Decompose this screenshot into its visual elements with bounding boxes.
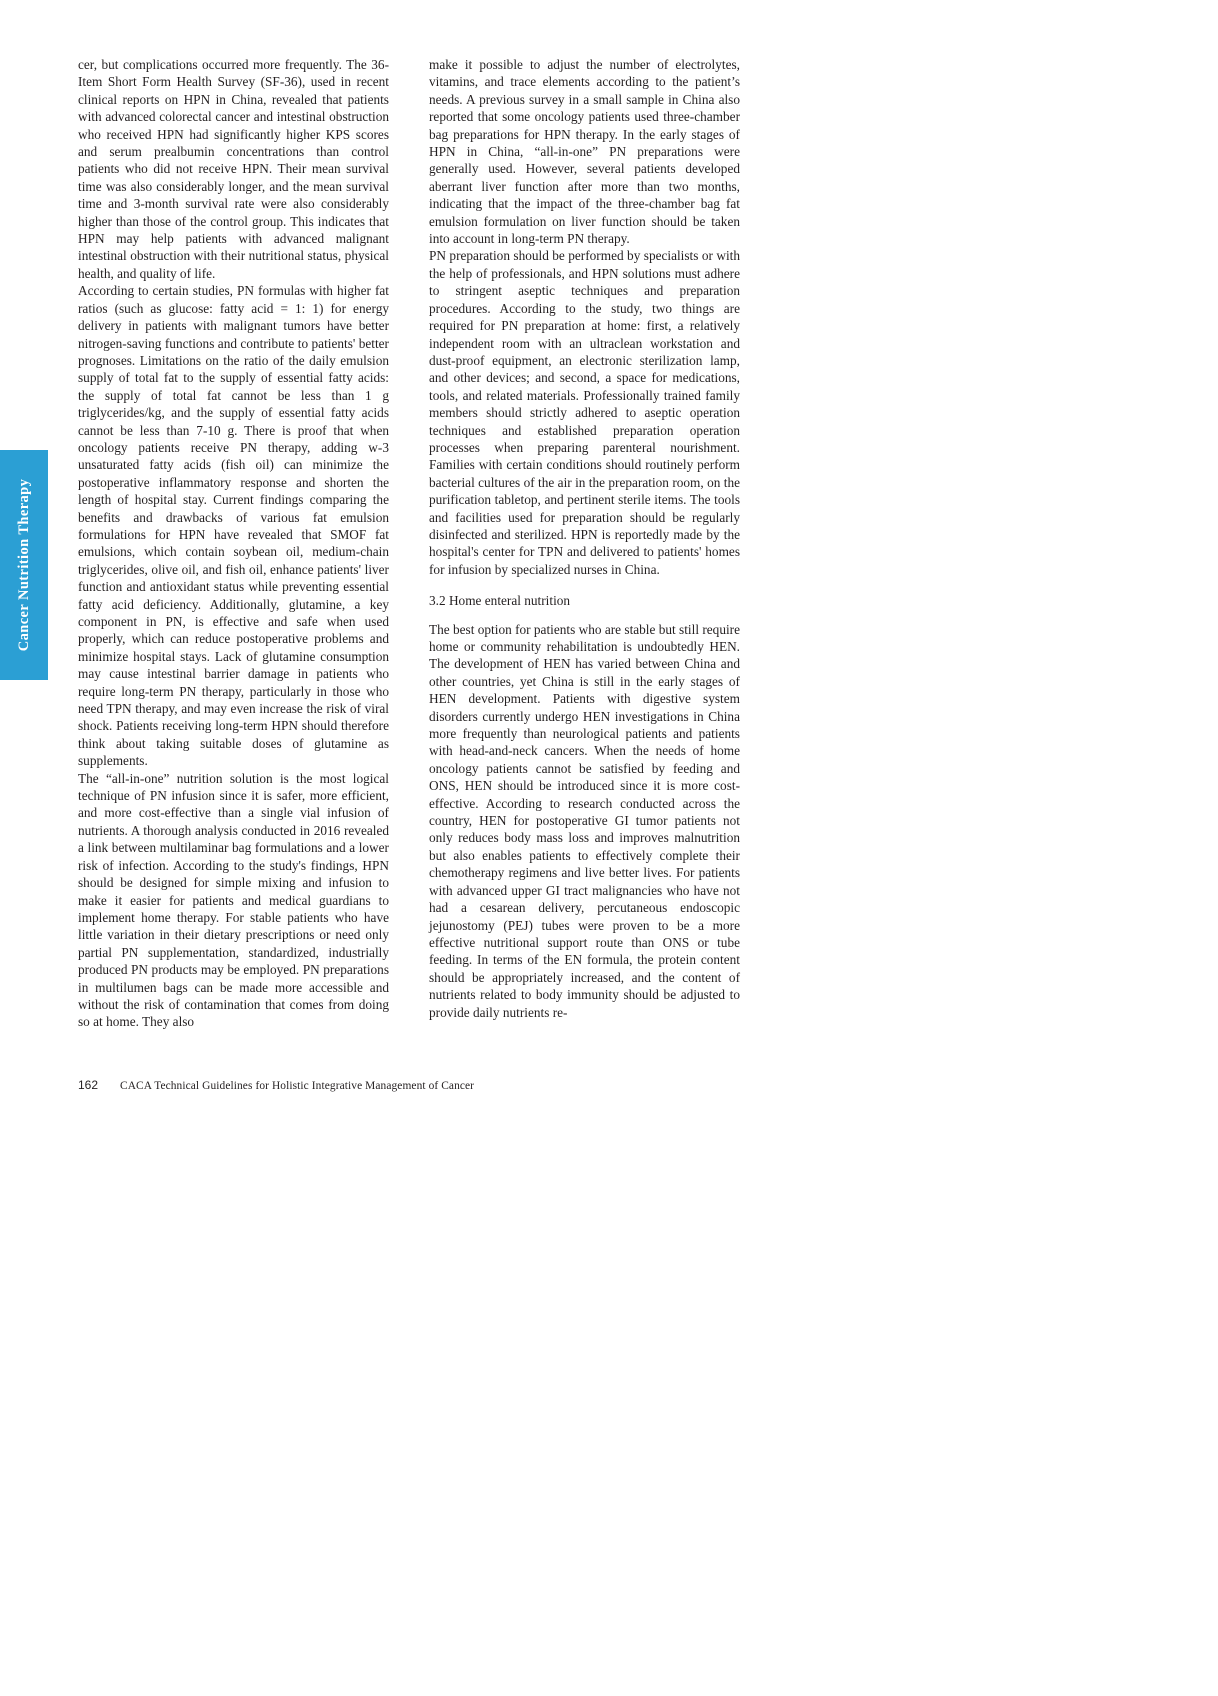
chapter-side-tab [0,450,48,680]
page-footer [78,1078,1140,1092]
page-number: 162 [78,1078,99,1092]
paragraph: The best option for patients who are stable but still require home or community rehabilitation is undoubtedly HEN. The development of HEN has varied between China and other countries, yet China is still in the early stages of HEN development. Patients with digestive system disorders currently undergo HEN investigations in China more frequently than neurological patients and patients with head-and-neck cancers. When the needs of home oncology patients cannot be satisfied by feeding and ONS, HEN should be introduced since it is more cost-effective. According to research conducted across the country, HEN for postoperative GI tumor patients not only reduces body mass loss and improves malnutrition but also enables patients to effectively complete their chemotherapy regimens and live better lives. For patients with advanced upper GI tract malignancies who have not had a cesarean delivery, percutaneous endoscopic jejunostomy (PEJ) tubes were proven to be a more effective nutritional support route than ONS or tube feeding. In terms of the EN formula, the protein content should be appropriately increased, and the content of nutrients related to body immunity should be adjusted to provide daily nutrients re- [429,621,740,1020]
page-body [78,56,1140,1031]
paragraph: make it possible to adjust the number of electrolytes, vitamins, and trace elements according to the patient’s needs. A previous survey in a small sample in China also reported that some oncology patients used three-chamber bag preparations for HPN therapy. In the early stages of HPN in China, “all-in-one” PN preparations were generally used. However, several patients developed aberrant liver function after more than two months, indicating that the impact of the three-chamber bag fat emulsion formulation on liver function should be taken into account in long-term PN therapy. [429,57,740,247]
two-column-layout [78,56,1140,1031]
section-heading: 3.2 Home enteral nutrition [429,593,571,609]
chapter-side-tab-label: Cancer Nutrition Therapy [15,478,32,652]
paragraph: cer, but complications occurred more frequently. The 36-Item Short Form Health Survey (SF-36), used in recent clinical reports on HPN in China, revealed that patients with advanced colorectal cancer and intestinal obstruction who received HPN had significantly higher KPS scores and serum prealbumin concentrations than control patients who did not receive HPN. Their mean survival time was also considerably longer, and the mean survival time and 3-month survival rate were also considerably higher than those of the control group. This indicates that HPN may help patients with advanced malignant intestinal obstruction with their nutritional status, physical health, and quality of life. [78,57,389,281]
right-column [429,56,740,1021]
paragraph: The “all-in-one” nutrition solution is the most logical technique of PN infusion since it is safer, more efficient, and more cost-effective than a single vial infusion of nutrients. A thorough analysis conducted in 2016 revealed a link between multilaminar bag formulations and a lower risk of infection. According to the study's findings, HPN should be designed for simple mixing and infusion to make it easier for patients and medical guardians to implement home therapy. For stable patients who have little variation in their dietary prescriptions or need only partial PN supplementation, standardized, industrially produced PN products may be employed. PN preparations in multilumen bags can be made more accessible and without the risk of contamination that comes from doing so at home. They also [78,770,389,1030]
running-footer-title: CACA Technical Guidelines for Holistic Integrative Management of Cancer [120,1080,475,1092]
left-column [78,56,389,1031]
paragraph: PN preparation should be performed by specialists or with the help of professionals, and HPN solutions must adhere to stringent aseptic techniques and preparation procedures. According to the study, two things are required for PN preparation at home: first, a relatively independent room with an ultraclean workstation and dust-proof equipment, an electronic sterilization lamp, and other devices; and second, a space for medications, tools, and related materials. Professionally trained family members should strictly adhered to aseptic operation techniques and established preparation operation processes when preparing parenteral nourishment. Families with certain conditions should routinely perform bacterial cultures of the air in the preparation room, on the purification tabletop, and pertinent sterile items. The tools and facilities used for preparation should be regularly disinfected and sterilized. HPN is reportedly made by the hospital's center for TPN and delivered to patients' homes for infusion by specialized nurses in China. [429,248,740,577]
paragraph: According to certain studies, PN formulas with higher fat ratios (such as glucose: fatty acid = 1: 1) for energy delivery in patients with malignant tumors have better nitrogen-saving functions and contribute to patients' better prognoses. Limitations on the ratio of the daily emulsion supply of total fat to the supply of essential fatty acids: the supply of total fat cannot be less than 1 g triglycerides/kg, and the supply of essential fatty acids cannot be less than 7-10 g. There is proof that when oncology patients receive PN therapy, adding w-3 unsaturated fatty acids (fish oil) can minimize the postoperative inflammatory response and shorten the length of hospital stay. Current findings comparing the benefits and drawbacks of various fat emulsion formulations for HPN have revealed that SMOF fat emulsions, which contain soybean oil, medium-chain triglycerides, olive oil, and fish oil, enhance patients' liver function and antioxidant status while preventing essential fatty acid deficiency. Additionally, glutamine, a key component in PN, is effective and safe when used properly, which can reduce postoperative problems and minimize hospital stays. Lack of glutamine consumption may cause intestinal barrier damage in patients who require long-term PN therapy, particularly in those who need TPN therapy, and may even increase the risk of viral shock. Patients receiving long-term HPN should therefore think about taking suitable doses of glutamine as supplements. [78,283,389,769]
